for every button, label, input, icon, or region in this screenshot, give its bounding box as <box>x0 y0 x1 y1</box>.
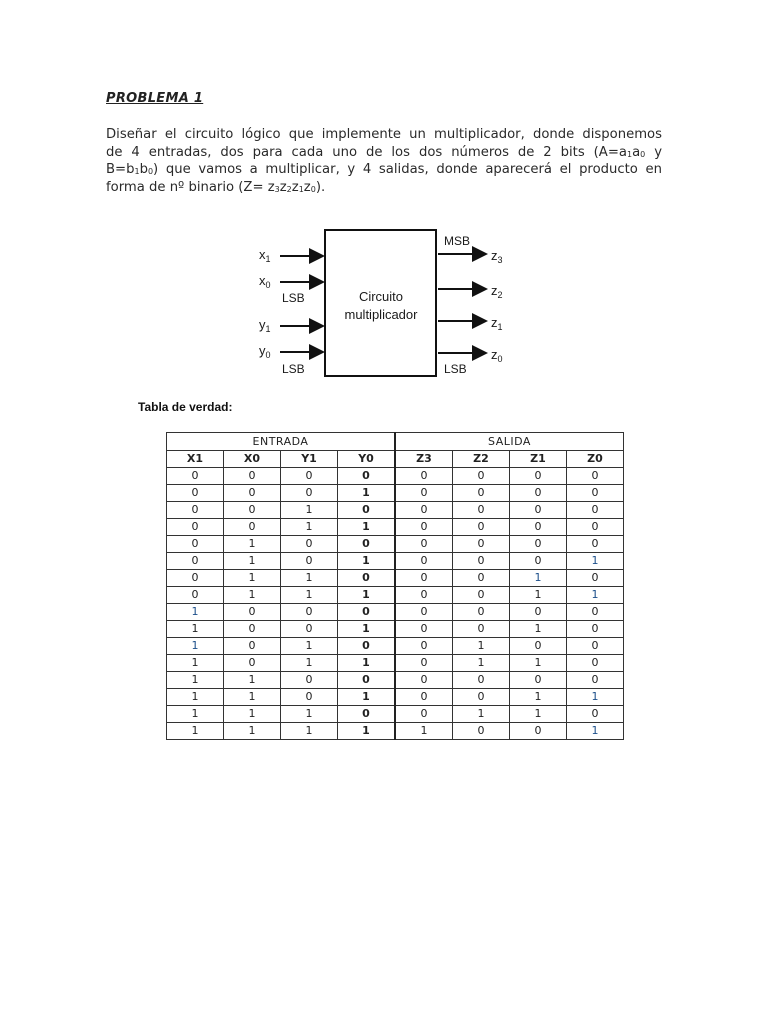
table-cell-y0: 0 <box>338 502 396 519</box>
table-cell-z3: 0 <box>395 485 453 502</box>
table-row <box>167 587 624 604</box>
output-label-z0: $z_0$ <box>491 347 503 364</box>
table-cell-x1: 1 <box>167 723 224 740</box>
table-cell-z0: 1 <box>567 723 624 740</box>
input-label-y0: $y_0$ <box>259 343 271 360</box>
table-cell-y0: 1 <box>338 519 396 536</box>
table-cell-y1: 1 <box>281 706 338 723</box>
table-cell-z1: 0 <box>510 502 567 519</box>
table-cell-z1: 0 <box>510 536 567 553</box>
table-cell-x1: 1 <box>167 706 224 723</box>
table-cell-x1: 0 <box>167 519 224 536</box>
table-cell-y1: 0 <box>281 604 338 621</box>
lsb-label-x: LSB <box>282 291 305 305</box>
table-cell-z2: 0 <box>453 621 510 638</box>
table-cell-z0: 0 <box>567 570 624 587</box>
table-cell-z0: 0 <box>567 706 624 723</box>
table-cell-z3: 0 <box>395 536 453 553</box>
multiplier-block-diagram <box>248 222 528 384</box>
table-cell-z1: 0 <box>510 553 567 570</box>
table-cell-y1: 0 <box>281 485 338 502</box>
table-cell-y1: 1 <box>281 723 338 740</box>
table-cell-z0: 0 <box>567 502 624 519</box>
table-cell-x1: 1 <box>167 638 224 655</box>
table-cell-z2: 1 <box>453 706 510 723</box>
column-header-z3: Z3 <box>395 451 453 468</box>
table-cell-z0: 0 <box>567 655 624 672</box>
table-cell-x0: 0 <box>224 502 281 519</box>
table-cell-z2: 0 <box>453 553 510 570</box>
table-cell-z1: 0 <box>510 519 567 536</box>
table-cell-z1: 1 <box>510 689 567 706</box>
table-cell-y1: 0 <box>281 536 338 553</box>
lsb-label-z: LSB <box>444 362 467 376</box>
table-cell-y1: 1 <box>281 519 338 536</box>
table-cell-x1: 0 <box>167 502 224 519</box>
table-cell-x0: 1 <box>224 672 281 689</box>
column-header-x1: X1 <box>167 451 224 468</box>
table-cell-x0: 0 <box>224 604 281 621</box>
table-cell-x0: 0 <box>224 638 281 655</box>
table-cell-z2: 0 <box>453 485 510 502</box>
truth-table-caption: Tabla de verdad: <box>138 400 233 414</box>
table-cell-z3: 0 <box>395 587 453 604</box>
output-label-z3: $z_3$ <box>491 248 503 265</box>
table-cell-y0: 0 <box>338 638 396 655</box>
table-cell-z1: 1 <box>510 655 567 672</box>
table-cell-z2: 0 <box>453 672 510 689</box>
table-cell-z1: 0 <box>510 468 567 485</box>
table-cell-z1: 0 <box>510 604 567 621</box>
statement-line-4: forma de nº binario $(Z= z_3z_2z_1z_0)$. <box>106 179 326 195</box>
table-cell-z1: 0 <box>510 485 567 502</box>
block-label-line-1: Circuito <box>358 289 404 304</box>
table-cell-y1: 1 <box>281 502 338 519</box>
table-cell-y0: 0 <box>338 468 396 485</box>
column-header-x0: X0 <box>224 451 281 468</box>
table-cell-z2: 0 <box>453 723 510 740</box>
statement-line-3: $B=b_1b_0$) que vamos a multiplicar, y 4 salidas, donde aparecerá el producto en <box>106 162 662 177</box>
table-cell-x0: 0 <box>224 485 281 502</box>
table-cell-y0: 0 <box>338 570 396 587</box>
table-cell-y1: 1 <box>281 638 338 655</box>
table-cell-z3: 0 <box>395 553 453 570</box>
column-header-z0: Z0 <box>567 451 624 468</box>
table-row <box>167 723 624 740</box>
table-cell-x1: 0 <box>167 485 224 502</box>
table-cell-z1: 1 <box>510 570 567 587</box>
problem-title: PROBLEMA 1 <box>106 91 204 106</box>
table-row <box>167 672 624 689</box>
table-cell-z3: 0 <box>395 655 453 672</box>
msb-label: MSB <box>444 234 471 248</box>
lsb-label-y: LSB <box>282 362 305 376</box>
table-cell-x0: 1 <box>224 723 281 740</box>
table-cell-z0: 1 <box>567 689 624 706</box>
output-label-z2: $z_2$ <box>491 283 503 300</box>
table-cell-y0: 1 <box>338 723 396 740</box>
table-cell-z0: 1 <box>567 587 624 604</box>
table-cell-x0: 0 <box>224 621 281 638</box>
table-cell-z1: 0 <box>510 672 567 689</box>
table-cell-z2: 0 <box>453 536 510 553</box>
table-cell-x0: 1 <box>224 570 281 587</box>
table-cell-x0: 1 <box>224 689 281 706</box>
input-label-x0: $x_0$ <box>259 273 271 290</box>
table-cell-z0: 0 <box>567 672 624 689</box>
table-cell-z1: 1 <box>510 621 567 638</box>
table-cell-y0: 0 <box>338 706 396 723</box>
table-cell-z2: 0 <box>453 604 510 621</box>
table-cell-z0: 1 <box>567 553 624 570</box>
table-cell-z1: 0 <box>510 638 567 655</box>
table-cell-z3: 1 <box>395 723 453 740</box>
table-cell-y1: 0 <box>281 553 338 570</box>
table-cell-z2: 0 <box>453 587 510 604</box>
table-cell-z2: 0 <box>453 468 510 485</box>
table-cell-x1: 0 <box>167 553 224 570</box>
table-cell-x1: 0 <box>167 570 224 587</box>
table-cell-z3: 0 <box>395 706 453 723</box>
table-cell-y0: 0 <box>338 604 396 621</box>
table-row <box>167 638 624 655</box>
table-cell-x0: 0 <box>224 655 281 672</box>
table-cell-y1: 1 <box>281 587 338 604</box>
table-cell-x1: 1 <box>167 604 224 621</box>
table-row <box>167 706 624 723</box>
statement-line-2: de 4 entradas, dos para cada uno de los dos números de 2 bits ($A=a_1a_0$ y <box>106 144 662 160</box>
table-cell-x1: 0 <box>167 536 224 553</box>
table-cell-x1: 0 <box>167 468 224 485</box>
table-row <box>167 604 624 621</box>
table-cell-z0: 0 <box>567 621 624 638</box>
table-cell-y1: 1 <box>281 655 338 672</box>
table-cell-z2: 1 <box>453 638 510 655</box>
table-cell-x0: 0 <box>224 468 281 485</box>
table-cell-x0: 0 <box>224 519 281 536</box>
table-cell-y0: 1 <box>338 655 396 672</box>
table-cell-y1: 0 <box>281 468 338 485</box>
table-cell-x1: 1 <box>167 689 224 706</box>
column-header-y0: Y0 <box>338 451 396 468</box>
table-cell-z3: 0 <box>395 638 453 655</box>
table-cell-z0: 0 <box>567 519 624 536</box>
table-cell-z2: 0 <box>453 570 510 587</box>
table-cell-y1: 1 <box>281 570 338 587</box>
table-cell-y0: 1 <box>338 587 396 604</box>
table-cell-z0: 0 <box>567 604 624 621</box>
table-cell-y0: 0 <box>338 536 396 553</box>
table-cell-z0: 0 <box>567 638 624 655</box>
table-cell-y1: 0 <box>281 672 338 689</box>
truth-table <box>166 432 624 740</box>
table-cell-y0: 1 <box>338 621 396 638</box>
table-cell-z3: 0 <box>395 672 453 689</box>
table-cell-z1: 0 <box>510 723 567 740</box>
table-cell-x0: 1 <box>224 536 281 553</box>
table-cell-z2: 0 <box>453 519 510 536</box>
table-row <box>167 553 624 570</box>
table-row <box>167 536 624 553</box>
column-header-row <box>167 451 624 468</box>
table-row <box>167 655 624 672</box>
table-cell-y0: 1 <box>338 485 396 502</box>
table-cell-z3: 0 <box>395 689 453 706</box>
table-cell-z0: 0 <box>567 536 624 553</box>
table-cell-z1: 1 <box>510 706 567 723</box>
table-cell-z2: 0 <box>453 502 510 519</box>
table-row <box>167 689 624 706</box>
table-cell-z3: 0 <box>395 519 453 536</box>
input-label-y1: $y_1$ <box>259 317 271 334</box>
table-cell-z2: 0 <box>453 689 510 706</box>
column-header-y1: Y1 <box>281 451 338 468</box>
table-cell-z0: 0 <box>567 468 624 485</box>
table-cell-y0: 0 <box>338 672 396 689</box>
table-cell-x1: 1 <box>167 672 224 689</box>
table-cell-y1: 0 <box>281 689 338 706</box>
block-label-line-2: multiplicador <box>344 307 418 322</box>
table-cell-z2: 1 <box>453 655 510 672</box>
column-header-z1: Z1 <box>510 451 567 468</box>
statement-line-1: Diseñar el circuito lógico que implemente un multiplicador, donde disponemos <box>106 127 662 142</box>
table-row <box>167 485 624 502</box>
table-row <box>167 519 624 536</box>
table-cell-y1: 0 <box>281 621 338 638</box>
table-cell-z3: 0 <box>395 621 453 638</box>
input-label-x1: $x_1$ <box>259 247 271 264</box>
output-label-z1: $z_1$ <box>491 315 503 332</box>
table-cell-z3: 0 <box>395 502 453 519</box>
table-row <box>167 621 624 638</box>
table-cell-x1: 0 <box>167 587 224 604</box>
table-cell-x0: 1 <box>224 587 281 604</box>
group-header-salida: SALIDA <box>395 433 624 451</box>
table-cell-z1: 1 <box>510 587 567 604</box>
table-cell-x1: 1 <box>167 655 224 672</box>
table-cell-y0: 1 <box>338 689 396 706</box>
table-cell-y0: 1 <box>338 553 396 570</box>
table-cell-x0: 1 <box>224 553 281 570</box>
column-header-z2: Z2 <box>453 451 510 468</box>
table-cell-z0: 0 <box>567 485 624 502</box>
table-cell-z3: 0 <box>395 604 453 621</box>
table-cell-z3: 0 <box>395 468 453 485</box>
table-cell-x1: 1 <box>167 621 224 638</box>
table-row <box>167 468 624 485</box>
problem-statement <box>106 126 662 196</box>
table-cell-x0: 1 <box>224 706 281 723</box>
table-row <box>167 502 624 519</box>
table-row <box>167 570 624 587</box>
table-cell-z3: 0 <box>395 570 453 587</box>
group-header-entrada: ENTRADA <box>167 433 396 451</box>
